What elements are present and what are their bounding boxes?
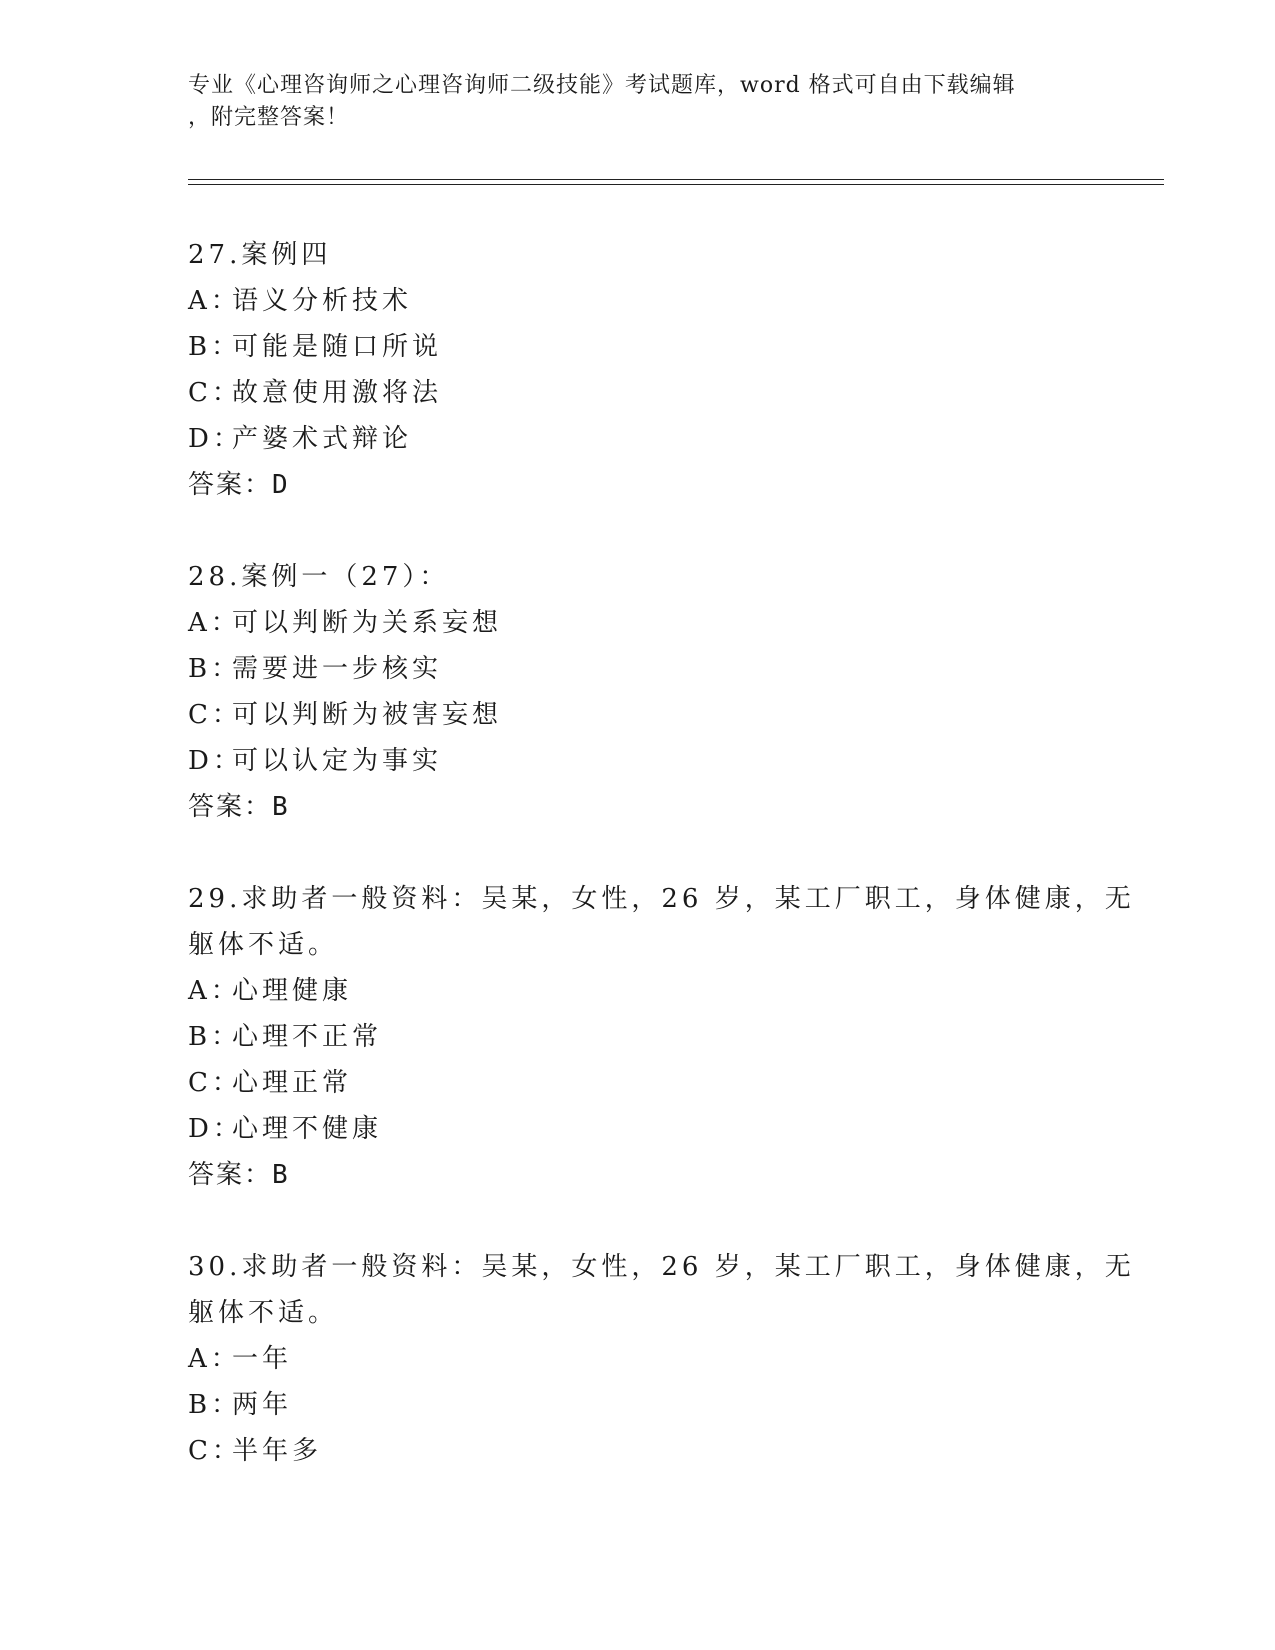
option-c — [188, 1428, 1108, 1474]
question-stem: 28.案例一（27）： — [188, 562, 450, 592]
question-28 — [188, 554, 1108, 830]
option-letter: A： — [188, 286, 241, 316]
question-29 — [188, 876, 1135, 1198]
option-text: 两年 — [232, 1390, 293, 1420]
question-27 — [188, 232, 1108, 508]
answer-label: 答案： — [188, 470, 273, 500]
option-text: 可以判断为关系妄想 — [232, 608, 503, 638]
option-letter: A： — [188, 608, 241, 638]
option-a — [188, 1336, 1108, 1382]
header-title-line-2: ，附完整答案！ — [188, 105, 350, 130]
option-d — [188, 1106, 1108, 1152]
option-text: 心理健康 — [232, 976, 353, 1006]
answer-line — [188, 1152, 1108, 1198]
option-a — [188, 600, 1108, 646]
option-b — [188, 1014, 1108, 1060]
option-b — [188, 646, 1108, 692]
question-stem-line-2: 躯体不适。 — [188, 930, 339, 960]
header-divider-top — [188, 179, 1164, 180]
option-c — [188, 1060, 1108, 1106]
option-text: 心理不正常 — [232, 1022, 383, 1052]
option-text: 产婆术式辩论 — [232, 424, 413, 454]
option-letter: A： — [188, 976, 241, 1006]
option-letter: C： — [188, 700, 242, 730]
question-stem-line-1: 30.求助者一般资料：吴某，女性，26 岁，某工厂职工，身体健康，无 — [188, 1252, 1135, 1282]
question-stem: 27.案例四 — [188, 240, 332, 270]
header-title-line-1: 专业《心理咨询师之心理咨询师二级技能》考试题库，word 格式可自由下载编辑 — [188, 73, 1016, 98]
option-letter: B： — [188, 1390, 242, 1420]
document-header — [188, 70, 1088, 134]
option-letter: C： — [188, 378, 242, 408]
option-c — [188, 692, 1108, 738]
question-stem-line-2: 躯体不适。 — [188, 1298, 339, 1328]
option-text: 心理不健康 — [232, 1114, 383, 1144]
option-text: 可以认定为事实 — [232, 746, 443, 776]
option-c — [188, 370, 1108, 416]
answer-value: B — [272, 792, 290, 822]
answer-label: 答案： — [188, 792, 273, 822]
option-text: 需要进一步核实 — [232, 654, 443, 684]
option-letter: B： — [188, 654, 242, 684]
question-30 — [188, 1244, 1135, 1474]
header-divider-bottom — [188, 184, 1164, 185]
option-letter: C： — [188, 1436, 242, 1466]
option-letter: B： — [188, 332, 242, 362]
answer-value: B — [272, 1160, 290, 1190]
answer-line — [188, 462, 1108, 508]
option-letter: D： — [188, 1114, 243, 1144]
option-text: 语义分析技术 — [232, 286, 413, 316]
option-text: 可能是随口所说 — [232, 332, 443, 362]
option-b — [188, 324, 1108, 370]
option-text: 一年 — [232, 1344, 293, 1374]
answer-label: 答案： — [188, 1160, 273, 1190]
option-text: 心理正常 — [232, 1068, 353, 1098]
option-d — [188, 416, 1108, 462]
option-text: 半年多 — [232, 1436, 323, 1466]
option-a — [188, 968, 1108, 1014]
answer-value: D — [272, 470, 290, 500]
option-letter: D： — [188, 746, 243, 776]
answer-line — [188, 784, 1108, 830]
option-d — [188, 738, 1108, 784]
option-b — [188, 1382, 1108, 1428]
option-letter: A： — [188, 1344, 241, 1374]
option-letter: C： — [188, 1068, 242, 1098]
option-letter: D： — [188, 424, 243, 454]
option-text: 可以判断为被害妄想 — [232, 700, 503, 730]
option-letter: B： — [188, 1022, 242, 1052]
question-stem-line-1: 29.求助者一般资料：吴某，女性，26 岁，某工厂职工，身体健康，无 — [188, 884, 1135, 914]
question-list — [188, 232, 1135, 1520]
option-text: 故意使用激将法 — [232, 378, 443, 408]
option-a — [188, 278, 1108, 324]
